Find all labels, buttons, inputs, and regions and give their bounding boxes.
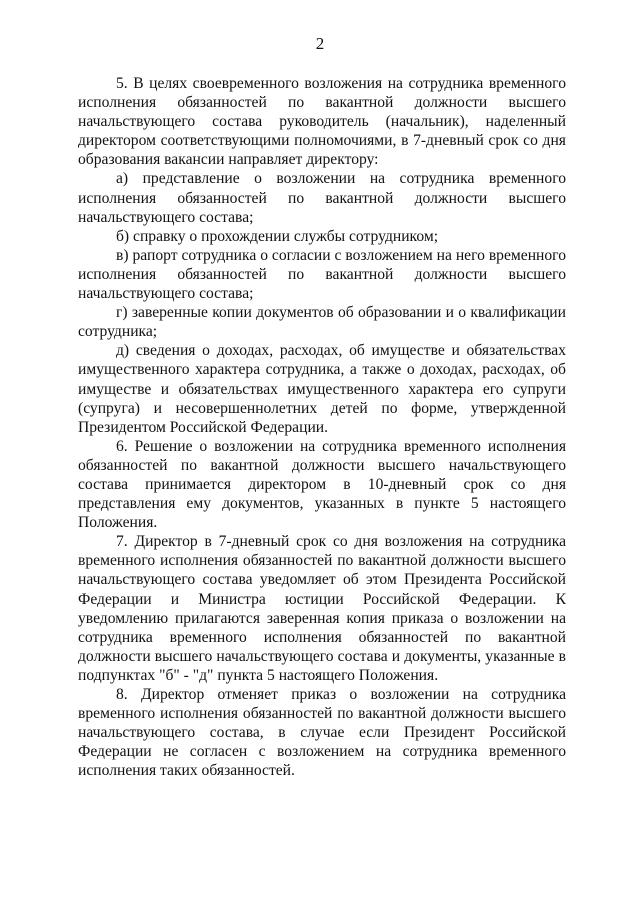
paragraph-6: 6. Решение о возложении на сотрудника временного исполнения обязанностей по вакантной должности высшего начальствующего состава принимается директором в 10-дневный срок со дня представления ему документов, указанных в пункте 5 настоящего Положения. [78,437,566,532]
paragraph-5v: в) рапорт сотрудника о согласии с возложением на него временного исполнения обязанностей по вакантной должности высшего начальствующего состава; [78,246,566,303]
paragraph-8: 8. Директор отменяет приказ о возложении на сотрудника временного исполнения обязанностей по вакантной должности высшего начальствующего состава, в случае если Президент Российской Федерации не согласен с возложением на сотрудника временного исполнения таких обязанностей. [78,686,566,780]
paragraph-5b: б) справку о прохождении службы сотрудником; [116,227,439,245]
paragraph-5: 5. В целях своевременного возложения на сотрудника временного исполнения обязанностей по вакантной должности высшего начальствующего состава руководитель (начальник), наделенный директором соответствующими полномочиями, в 7-дневный срок со дня образования вакансии направляет директору: [78,75,566,169]
paragraph-5g: г) заверенные копии документов об образовании и о квалификации сотрудника; [78,304,566,341]
paragraph-5d: д) сведения о доходах, расходах, об имуществе и обязательствах имущественного характера сотрудника, а также о доходах, расходах, об имуществе и обязательствах имущественного характера его супруги (супруга) и несовершеннолетних детей по форме, утвержденной Президентом Российской Федерации. [78,342,566,436]
document-body [78,74,566,780]
paragraph-7: 7. Директор в 7-дневный срок со дня возложения на сотрудника временного исполнения обязанностей по вакантной должности высшего начальствующего состава уведомляет об этом Президента Российской Федерации и Министра юстиции Российской Федерации. К уведомлению прилагаются заверенная копия приказа о возложении на сотрудника временного исполнения обязанностей по вакантной должности высшего начальствующего состава и документы, указанные в подпунктах "б" - "д" пункта 5 настоящего Положения. [78,533,566,684]
page-number: 2 [315,34,325,53]
paragraph-5a: а) представление о возложении на сотрудника временного исполнения обязанностей по вакантной должности высшего начальствующего состава; [78,170,566,226]
